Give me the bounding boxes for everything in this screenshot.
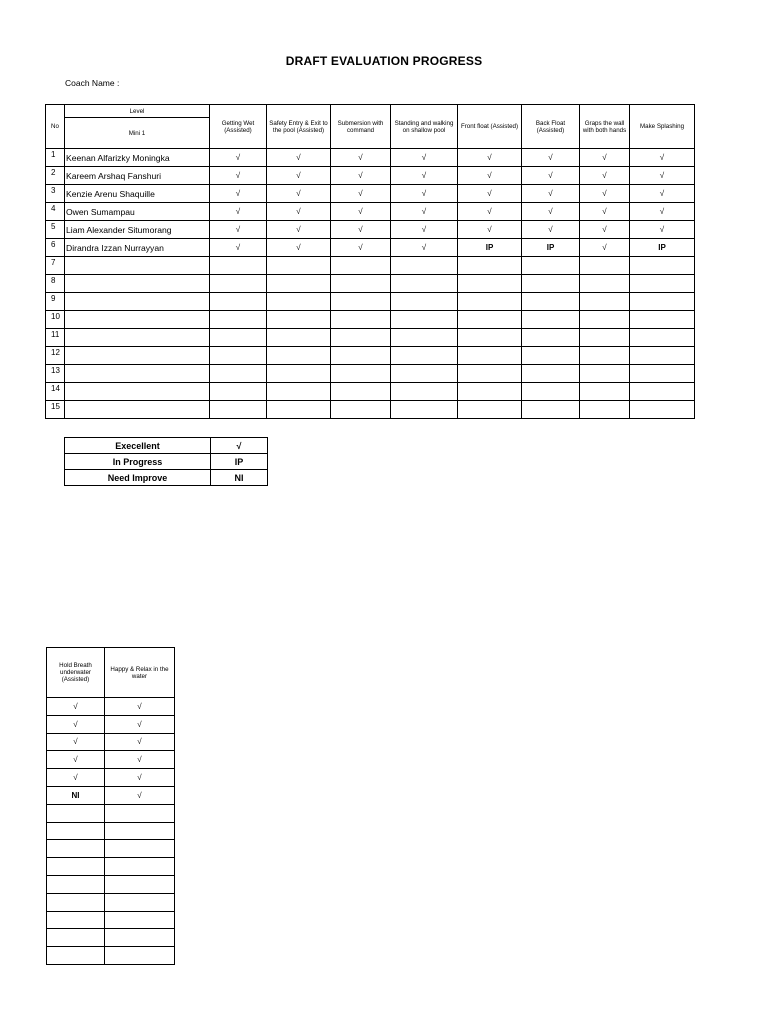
skill-header: Make Splashing xyxy=(630,105,695,149)
evaluation-mark xyxy=(267,293,331,311)
skill-header: Safety Entry & Exit to the pool (Assisted) xyxy=(267,105,331,149)
legend-mark: IP xyxy=(211,454,268,470)
evaluation-mark xyxy=(47,911,105,929)
evaluation-mark xyxy=(210,383,267,401)
evaluation-mark: √ xyxy=(391,185,458,203)
evaluation-mark xyxy=(105,840,175,858)
evaluation-mark xyxy=(105,858,175,876)
evaluation-mark xyxy=(391,383,458,401)
evaluation-mark: √ xyxy=(105,751,175,769)
evaluation-mark xyxy=(580,311,630,329)
evaluation-mark: √ xyxy=(267,221,331,239)
student-name xyxy=(65,275,210,293)
student-row xyxy=(47,911,175,929)
evaluation-mark: √ xyxy=(267,203,331,221)
student-row xyxy=(47,947,175,965)
skill-header: Standing and walking on shallow pool xyxy=(391,105,458,149)
student-row xyxy=(46,347,695,365)
evaluation-mark: √ xyxy=(580,239,630,257)
evaluation-mark: √ xyxy=(105,715,175,733)
evaluation-mark xyxy=(105,893,175,911)
evaluation-mark xyxy=(630,401,695,419)
row-number: 14 xyxy=(46,383,65,401)
evaluation-mark xyxy=(105,822,175,840)
evaluation-mark: √ xyxy=(580,185,630,203)
evaluation-mark: √ xyxy=(522,203,580,221)
evaluation-mark xyxy=(391,311,458,329)
evaluation-mark xyxy=(630,257,695,275)
evaluation-mark xyxy=(630,293,695,311)
student-name xyxy=(65,347,210,365)
evaluation-mark: √ xyxy=(391,239,458,257)
skill-header: Getting Wet (Assisted) xyxy=(210,105,267,149)
skill-header: Graps the wall with both hands xyxy=(580,105,630,149)
evaluation-mark: √ xyxy=(391,149,458,167)
legend-label: Need Improve xyxy=(65,470,211,486)
evaluation-mark xyxy=(331,401,391,419)
evaluation-mark: √ xyxy=(105,769,175,787)
student-row xyxy=(46,311,695,329)
coach-name-label: Coach Name : xyxy=(65,78,120,88)
row-number: 1 xyxy=(46,149,65,167)
evaluation-mark xyxy=(580,275,630,293)
evaluation-mark: √ xyxy=(458,203,522,221)
student-name: Kenzie Arenu Shaquille xyxy=(65,185,210,203)
evaluation-mark xyxy=(331,383,391,401)
evaluation-mark xyxy=(331,293,391,311)
evaluation-mark xyxy=(580,365,630,383)
row-number: 13 xyxy=(46,365,65,383)
header-row xyxy=(47,648,175,698)
evaluation-mark xyxy=(630,365,695,383)
evaluation-mark xyxy=(630,383,695,401)
evaluation-mark xyxy=(580,293,630,311)
evaluation-mark xyxy=(105,929,175,947)
legend-label: In Progress xyxy=(65,454,211,470)
student-row xyxy=(46,221,695,239)
evaluation-mark: √ xyxy=(105,698,175,716)
evaluation-mark xyxy=(630,311,695,329)
evaluation-mark xyxy=(458,329,522,347)
evaluation-mark xyxy=(522,311,580,329)
student-name xyxy=(65,293,210,311)
evaluation-mark xyxy=(630,347,695,365)
evaluation-mark xyxy=(267,401,331,419)
student-row xyxy=(46,203,695,221)
evaluation-mark xyxy=(580,329,630,347)
evaluation-mark xyxy=(458,383,522,401)
evaluation-mark: √ xyxy=(458,185,522,203)
student-row xyxy=(46,167,695,185)
evaluation-mark xyxy=(47,804,105,822)
level-value: Mini 1 xyxy=(65,118,210,149)
legend-label: Execellent xyxy=(65,438,211,454)
student-row xyxy=(46,185,695,203)
student-row xyxy=(47,804,175,822)
evaluation-mark xyxy=(522,383,580,401)
evaluation-mark xyxy=(267,329,331,347)
evaluation-mark xyxy=(105,875,175,893)
evaluation-mark: √ xyxy=(522,185,580,203)
student-name xyxy=(65,365,210,383)
evaluation-mark: √ xyxy=(47,715,105,733)
evaluation-mark: √ xyxy=(267,185,331,203)
evaluation-mark xyxy=(47,822,105,840)
evaluation-mark: √ xyxy=(210,221,267,239)
evaluation-mark xyxy=(267,383,331,401)
student-name: Owen Sumampau xyxy=(65,203,210,221)
evaluation-mark: √ xyxy=(210,149,267,167)
student-name: Keenan Alfarizky Moningka xyxy=(65,149,210,167)
evaluation-mark xyxy=(331,329,391,347)
student-row xyxy=(47,751,175,769)
evaluation-mark: √ xyxy=(630,149,695,167)
evaluation-mark xyxy=(630,275,695,293)
student-row xyxy=(46,293,695,311)
evaluation-mark: √ xyxy=(47,733,105,751)
student-row xyxy=(47,840,175,858)
evaluation-mark xyxy=(105,804,175,822)
student-name: Kareem Arshaq Fanshuri xyxy=(65,167,210,185)
student-row xyxy=(47,875,175,893)
student-row xyxy=(47,858,175,876)
evaluation-mark: NI xyxy=(47,786,105,804)
evaluation-mark: √ xyxy=(522,167,580,185)
header-row xyxy=(46,105,695,118)
legend-row xyxy=(65,454,268,470)
evaluation-mark: IP xyxy=(630,239,695,257)
evaluation-mark: √ xyxy=(105,786,175,804)
evaluation-mark xyxy=(331,257,391,275)
row-number: 8 xyxy=(46,275,65,293)
evaluation-mark xyxy=(267,311,331,329)
evaluation-mark xyxy=(331,347,391,365)
evaluation-mark xyxy=(267,275,331,293)
evaluation-mark: √ xyxy=(47,698,105,716)
evaluation-mark xyxy=(391,257,458,275)
evaluation-mark: √ xyxy=(331,221,391,239)
evaluation-mark xyxy=(105,911,175,929)
evaluation-mark: √ xyxy=(580,203,630,221)
evaluation-mark: √ xyxy=(458,221,522,239)
evaluation-mark xyxy=(391,401,458,419)
evaluation-mark: IP xyxy=(458,239,522,257)
student-name xyxy=(65,311,210,329)
evaluation-mark: √ xyxy=(391,221,458,239)
student-row xyxy=(46,275,695,293)
evaluation-mark: √ xyxy=(630,185,695,203)
evaluation-mark xyxy=(210,311,267,329)
row-number: 10 xyxy=(46,311,65,329)
evaluation-mark: √ xyxy=(630,221,695,239)
evaluation-mark: √ xyxy=(580,149,630,167)
evaluation-mark: √ xyxy=(267,167,331,185)
evaluation-mark xyxy=(391,347,458,365)
evaluation-mark: √ xyxy=(47,751,105,769)
student-row xyxy=(47,786,175,804)
page-title: DRAFT EVALUATION PROGRESS xyxy=(285,54,483,68)
skill-header: Submersion with command xyxy=(331,105,391,149)
evaluation-mark xyxy=(267,347,331,365)
evaluation-mark xyxy=(331,275,391,293)
evaluation-mark: √ xyxy=(267,239,331,257)
evaluation-mark: √ xyxy=(630,167,695,185)
student-name xyxy=(65,257,210,275)
student-row xyxy=(47,715,175,733)
evaluation-mark xyxy=(458,347,522,365)
student-row xyxy=(46,329,695,347)
evaluation-mark xyxy=(105,947,175,965)
evaluation-mark: √ xyxy=(210,239,267,257)
row-number: 2 xyxy=(46,167,65,185)
evaluation-mark xyxy=(210,329,267,347)
additional-skills-table xyxy=(46,647,175,965)
evaluation-mark: √ xyxy=(522,221,580,239)
evaluation-mark xyxy=(210,347,267,365)
student-row xyxy=(47,893,175,911)
skill-header: Back Float (Assisted) xyxy=(522,105,580,149)
evaluation-mark: √ xyxy=(210,203,267,221)
student-row xyxy=(47,929,175,947)
student-row xyxy=(46,383,695,401)
evaluation-mark xyxy=(522,329,580,347)
student-row xyxy=(46,239,695,257)
student-row xyxy=(46,257,695,275)
student-name: Liam Alexander Situmorang xyxy=(65,221,210,239)
evaluation-mark: √ xyxy=(331,149,391,167)
evaluation-mark xyxy=(47,947,105,965)
evaluation-mark xyxy=(391,329,458,347)
evaluation-mark xyxy=(630,329,695,347)
evaluation-mark xyxy=(210,275,267,293)
evaluation-mark xyxy=(458,365,522,383)
student-name xyxy=(65,401,210,419)
evaluation-mark: IP xyxy=(522,239,580,257)
evaluation-mark: √ xyxy=(331,185,391,203)
evaluation-mark xyxy=(580,383,630,401)
evaluation-mark xyxy=(210,401,267,419)
level-header: Level xyxy=(65,105,210,118)
evaluation-mark: √ xyxy=(331,203,391,221)
student-row xyxy=(46,149,695,167)
student-name xyxy=(65,383,210,401)
evaluation-mark: √ xyxy=(391,203,458,221)
evaluation-mark: √ xyxy=(580,167,630,185)
row-number: 15 xyxy=(46,401,65,419)
evaluation-table xyxy=(45,104,695,419)
evaluation-mark xyxy=(580,257,630,275)
evaluation-mark xyxy=(47,858,105,876)
evaluation-mark: √ xyxy=(105,733,175,751)
student-name: Dirandra Izzan Nurrayyan xyxy=(65,239,210,257)
legend-row xyxy=(65,470,268,486)
evaluation-mark xyxy=(391,275,458,293)
evaluation-mark xyxy=(458,257,522,275)
evaluation-mark xyxy=(47,929,105,947)
evaluation-mark: √ xyxy=(458,149,522,167)
evaluation-mark xyxy=(267,365,331,383)
evaluation-mark xyxy=(522,365,580,383)
student-row xyxy=(46,401,695,419)
evaluation-mark: √ xyxy=(267,149,331,167)
skill-header: Happy & Relax in the water xyxy=(105,648,175,698)
evaluation-mark xyxy=(47,875,105,893)
evaluation-mark xyxy=(522,401,580,419)
student-row xyxy=(46,365,695,383)
evaluation-mark xyxy=(210,365,267,383)
evaluation-mark: √ xyxy=(458,167,522,185)
evaluation-mark: √ xyxy=(210,185,267,203)
evaluation-mark: √ xyxy=(210,167,267,185)
skill-header: Hold Breath underwater (Assisted) xyxy=(47,648,105,698)
evaluation-mark xyxy=(391,365,458,383)
legend-table xyxy=(64,437,268,486)
evaluation-mark xyxy=(522,275,580,293)
evaluation-mark: √ xyxy=(47,769,105,787)
legend-mark: NI xyxy=(211,470,268,486)
evaluation-mark: √ xyxy=(331,167,391,185)
student-row xyxy=(47,769,175,787)
evaluation-mark xyxy=(580,347,630,365)
row-number: 6 xyxy=(46,239,65,257)
row-number: 12 xyxy=(46,347,65,365)
row-number: 9 xyxy=(46,293,65,311)
evaluation-mark xyxy=(522,257,580,275)
evaluation-mark xyxy=(522,293,580,311)
evaluation-mark xyxy=(47,893,105,911)
evaluation-mark xyxy=(331,311,391,329)
no-header: No xyxy=(46,105,65,149)
evaluation-mark xyxy=(267,257,331,275)
student-row xyxy=(47,822,175,840)
evaluation-mark: √ xyxy=(522,149,580,167)
legend-mark: √ xyxy=(211,438,268,454)
evaluation-mark xyxy=(210,257,267,275)
evaluation-mark xyxy=(580,401,630,419)
row-number: 3 xyxy=(46,185,65,203)
evaluation-mark: √ xyxy=(630,203,695,221)
evaluation-mark xyxy=(458,293,522,311)
evaluation-mark xyxy=(522,347,580,365)
skill-header: Front float (Assisted) xyxy=(458,105,522,149)
student-name xyxy=(65,329,210,347)
evaluation-mark xyxy=(458,275,522,293)
row-number: 5 xyxy=(46,221,65,239)
student-row xyxy=(47,698,175,716)
legend-row xyxy=(65,438,268,454)
evaluation-mark xyxy=(458,401,522,419)
evaluation-mark xyxy=(210,293,267,311)
evaluation-mark: √ xyxy=(331,239,391,257)
evaluation-mark xyxy=(331,365,391,383)
row-number: 7 xyxy=(46,257,65,275)
row-number: 11 xyxy=(46,329,65,347)
evaluation-mark xyxy=(458,311,522,329)
evaluation-mark: √ xyxy=(580,221,630,239)
row-number: 4 xyxy=(46,203,65,221)
evaluation-mark xyxy=(47,840,105,858)
evaluation-mark: √ xyxy=(391,167,458,185)
evaluation-mark xyxy=(391,293,458,311)
student-row xyxy=(47,733,175,751)
